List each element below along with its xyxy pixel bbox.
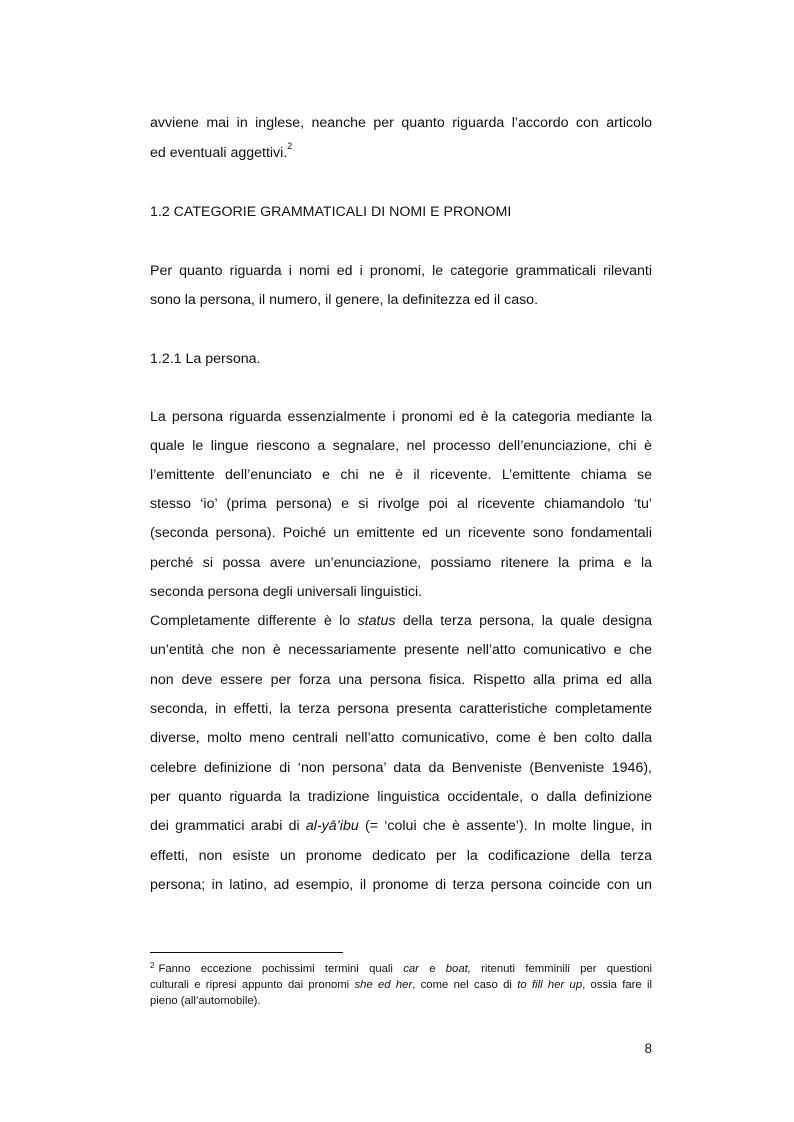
italic-term: boat,	[445, 963, 471, 975]
body-line	[150, 143, 652, 163]
body-line	[150, 553, 652, 573]
footnote-number: 2	[150, 961, 155, 970]
body-text: (= ‘colui che è assente’). In molte lingue, in	[358, 818, 652, 834]
body-line	[150, 113, 652, 133]
body-text: La persona riguarda essenzialmente i pronomi ed è la categoria mediante la	[150, 409, 652, 425]
footnote-line	[150, 961, 652, 978]
body-line	[150, 787, 652, 807]
body-line	[150, 611, 652, 631]
italic-term: to fill her up	[517, 979, 583, 991]
body-text: quale le lingue riescono a segnalare, nel processo dell’enunciazione, chi è	[150, 438, 652, 454]
body-line	[150, 699, 652, 719]
body-text: Completamente differente è lo	[150, 613, 358, 629]
body-text: perché si possa avere un’enunciazione, possiamo ritenere la prima e la	[150, 555, 652, 571]
footnote-line	[150, 993, 652, 1009]
body-line	[150, 494, 652, 514]
body-text: l’emittente dell’enunciato e chi ne è il ricevente. L’emittente chiama se	[150, 467, 652, 483]
body-text: celebre definizione di ‘non persona’ data da Benveniste (Benveniste 1946),	[150, 760, 652, 776]
footnote-reference[interactable]: 2	[287, 141, 293, 152]
footnote-text: Fanno eccezione pochissimi termini quali	[158, 963, 404, 975]
body-line	[150, 816, 652, 836]
body-text: un’entità che non è necessariamente presente nell’atto comunicativo e che	[150, 642, 652, 658]
body-line	[150, 261, 652, 281]
footnote-text: culturali e ripresi appunto dai pronomi	[150, 979, 355, 991]
subsection-heading: 1.2.1 La persona.	[150, 351, 261, 367]
body-line	[150, 407, 652, 427]
body-text: della terza persona, la quale designa	[395, 613, 652, 629]
document-page	[150, 0, 652, 1122]
body-text: persona; in latino, ad esempio, il pronome di terza persona coincide con un	[150, 877, 652, 893]
section-heading: 1.2 CATEGORIE GRAMMATICALI DI NOMI E PRONOMI	[150, 204, 512, 220]
body-text: (seconda persona). Poiché un emittente ed un ricevente sono fondamentali	[150, 525, 652, 541]
body-text: seconda persona degli universali linguistici.	[150, 584, 423, 600]
body-line	[150, 640, 652, 660]
body-line	[150, 758, 652, 778]
body-text: avviene mai in inglese, neanche per quanto riguarda l’accordo con articolo	[150, 115, 652, 131]
body-line	[150, 582, 652, 602]
body-text: sono la persona, il numero, il genere, la definitezza ed il caso.	[150, 292, 539, 308]
italic-term: status	[357, 613, 396, 629]
footnote-text: pieno (all’automobile).	[150, 995, 261, 1007]
footnote-text: , come nel caso di	[412, 979, 518, 991]
body-line	[150, 670, 652, 690]
body-text: Per quanto riguarda i nomi ed i pronomi, le categorie grammaticali rilevanti	[150, 263, 652, 279]
body-text: per quanto riguarda la tradizione linguistica occidentale, o dalla definizione	[150, 789, 652, 805]
body-text: ed eventuali aggettivi.	[150, 145, 288, 161]
body-line	[150, 523, 652, 543]
body-text: non deve essere per forza una persona fisica. Rispetto alla prima ed alla	[150, 672, 652, 688]
body-text: diverse, molto meno centrali nell’atto comunicativo, come è ben colto dalla	[150, 730, 652, 746]
footnote-line	[150, 977, 652, 993]
italic-term: al-yā’ibu	[305, 818, 359, 834]
body-text: dei grammatici arabi di	[150, 818, 306, 834]
body-line	[150, 846, 652, 866]
footnote-text: ritenuti femminili per questioni	[470, 963, 652, 975]
footnote-text: , ossia fare il	[582, 979, 653, 991]
body-text: seconda, in effetti, la terza persona presenta caratteristiche completamente	[150, 701, 652, 717]
body-line	[150, 728, 652, 748]
italic-term: she ed her	[354, 979, 413, 991]
footnote-text: e	[418, 963, 446, 975]
body-line	[150, 465, 652, 485]
footnote-separator	[150, 952, 343, 953]
body-text: effetti, non esiste un pronome dedicato per la codificazione della terza	[150, 848, 652, 864]
body-line	[150, 290, 652, 310]
body-text: stesso ‘io’ (prima persona) e si rivolge poi al ricevente chiamandolo ‘tu’	[150, 496, 652, 512]
body-line	[150, 436, 652, 456]
body-line	[150, 875, 652, 895]
page-number: 8	[644, 1041, 652, 1056]
italic-term: car	[403, 963, 419, 975]
